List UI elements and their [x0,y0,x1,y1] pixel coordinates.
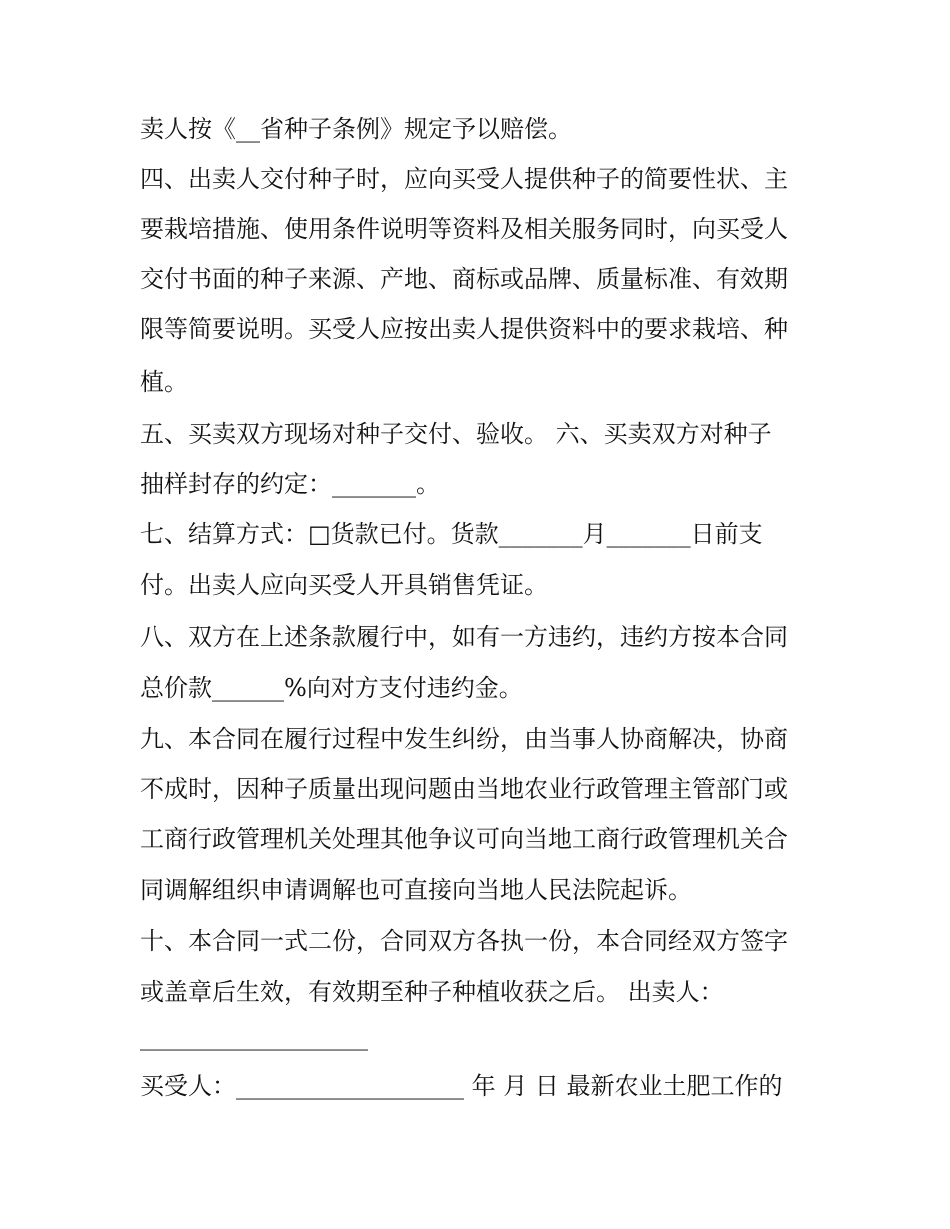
text-line: 同调解组织申请调解也可直接向当地人民法院起诉。 [140,876,692,904]
text-line: 工商行政管理机关处理其他争议可向当地工商行政管理机关合 [140,825,788,853]
text-line: 植。 [140,368,188,396]
text-line: 十、本合同一式二份，合同双方各执一份，本合同经双方签字 [140,927,788,955]
text-line: 不成时，因种子质量出现问题由当地农业行政管理主管部门或 [140,775,788,803]
text-line: 抽样封存的约定：_______。 [140,470,440,498]
text-line: 要栽培措施、使用条件说明等资料及相关服务同时，向买受人 [140,215,788,243]
text-line: 交付书面的种子来源、产地、商标或品牌、质量标准、有效期 [140,265,788,293]
text-line: 或盖章后生效，有效期至种子种植收获之后。 出卖人： [140,978,724,1006]
text-line: 八、双方在上述条款履行中，如有一方违约，违约方按本合同 [140,623,788,651]
text-line: 七、结算方式：□货款已付。货款_______月_______日前支 [140,520,763,548]
text-line: 总价款______%向对方支付违约金。 [140,674,523,702]
text-line: 五、买卖双方现场对种子交付、验收。 六、买卖双方对种子 [140,420,772,448]
text-line: 限等简要说明。买受人应按出卖人提供资料中的要求栽培、种 [140,315,788,343]
text-line: 九、本合同在履行过程中发生纠纷，由当事人协商解决，协商 [140,725,788,753]
text-line: 四、出卖人交付种子时，应向买受人提供种子的简要性状、主 [140,165,788,193]
text-line: 卖人按《__省种子条例》规定予以赔偿。 [140,115,572,143]
text-line: 付。出卖人应向买受人开具销售凭证。 [140,571,548,599]
text-line: 买受人：___________________ 年 月 日 最新农业土肥工作的 [140,1072,783,1100]
signature-blank: ___________________ [140,1023,368,1051]
